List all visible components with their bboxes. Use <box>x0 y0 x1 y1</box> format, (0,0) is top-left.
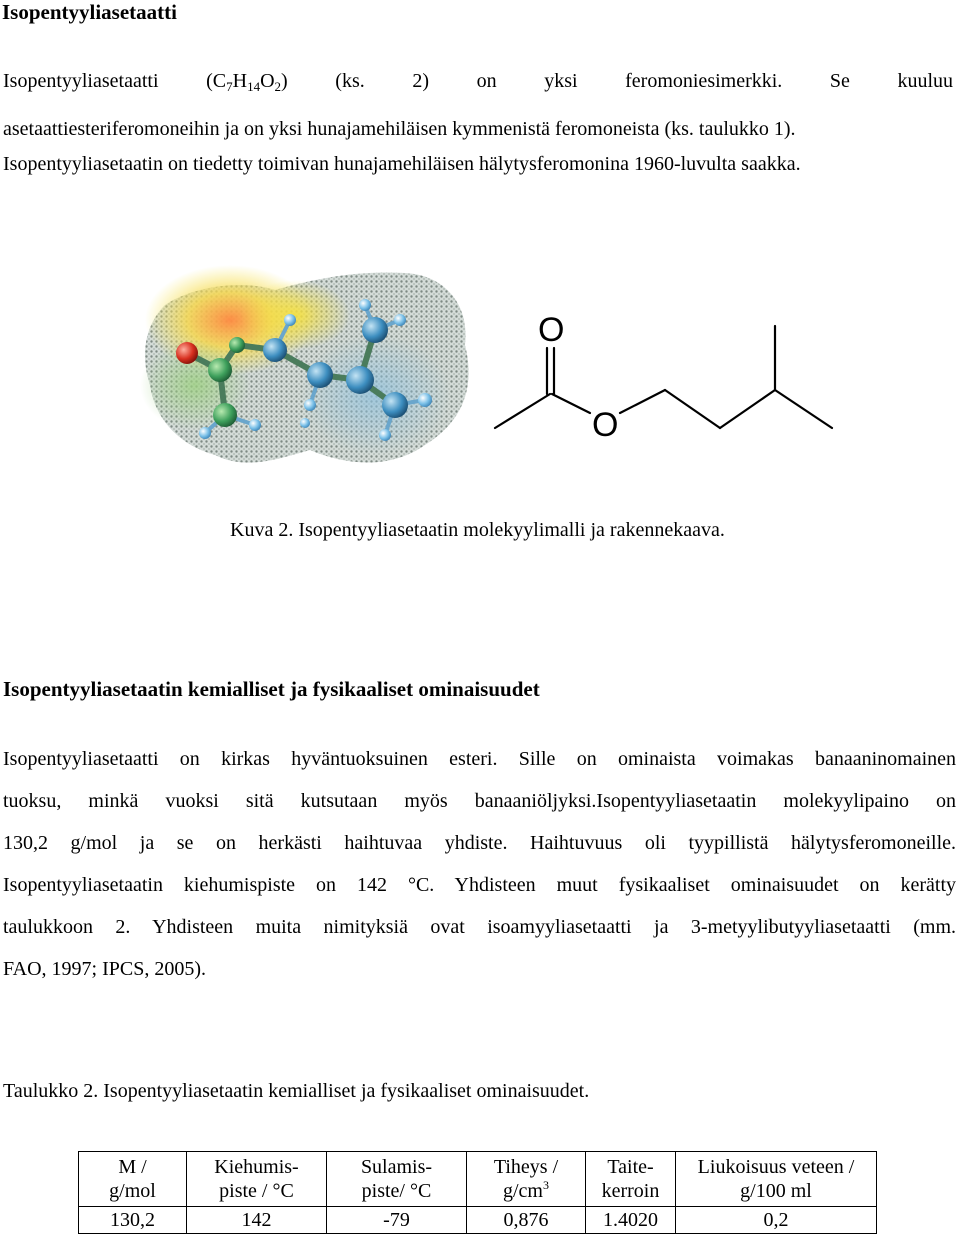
cell-solubility: 0,2 <box>676 1207 877 1234</box>
body-line-5: taulukkoon 2. Yhdisteen muita nimityksiä ovat isoamyyliasetaatti ja 3-metyylibutyyliasetaatti (mm. <box>3 916 956 938</box>
ester-bond-2 <box>620 390 665 413</box>
intro-line-1 <box>3 70 953 93</box>
col-header-boiling-point: Kiehumis- piste / °C <box>187 1152 327 1207</box>
molecule-3d-model <box>125 245 480 490</box>
chain-bond-3 <box>775 390 832 428</box>
body-line-1: Isopentyyliasetaatti on kirkas hyväntuoksuinen esteri. Sille on ominaista voimakas banaaninomainen <box>3 748 956 770</box>
cell-melting-point: -79 <box>327 1207 467 1234</box>
methyl-bond <box>495 394 550 428</box>
carbonyl-oxygen-label: O <box>538 311 565 349</box>
intro-word: Isopentyyliasetaatti <box>3 70 159 92</box>
cell-molar-mass: 130,2 <box>79 1207 187 1234</box>
intro-word: kuuluu <box>897 70 954 92</box>
table-row <box>79 1207 877 1234</box>
table-header-row <box>79 1152 877 1207</box>
page-title: Isopentyyliasetaatti <box>2 0 177 24</box>
intro-word: on <box>476 70 497 92</box>
intro-word: yksi <box>544 70 578 92</box>
col-header-density: Tiheys / $g/cm^3$ <box>467 1152 586 1207</box>
col-header-refractive-index: Taite- kerroin <box>586 1152 676 1207</box>
cell-boiling-point: 142 <box>187 1207 327 1234</box>
col-header-solubility: Liukoisuus veteen / g/100 ml <box>676 1152 877 1207</box>
ester-oxygen-label: O <box>592 406 619 444</box>
figure-caption: Kuva 2. Isopentyyliasetaatin molekyylimalli ja rakennekaava. <box>230 519 725 541</box>
cell-density: 0,876 <box>467 1207 586 1234</box>
chain-bond-1 <box>665 390 720 428</box>
intro-word: Se <box>829 70 850 92</box>
section-heading: Isopentyyliasetaatin kemialliset ja fysikaaliset ominaisuudet <box>3 677 540 701</box>
cell-refractive-index: 1.4020 <box>586 1207 676 1234</box>
intro-line-2: asetaattiesteriferomoneihin ja on yksi hunajamehiläisen kymmenistä feromoneista (ks. taulukko 1). <box>3 118 796 140</box>
chemical-formula: $(C_7H_{14}O_2)$ <box>206 70 288 94</box>
intro-word: 2) <box>412 70 429 92</box>
intro-word: feromoniesimerkki. <box>625 70 783 92</box>
table-caption: Taulukko 2. Isopentyyliasetaatin kemialliset ja fysikaaliset ominaisuudet. <box>3 1080 590 1102</box>
col-header-molar-mass: M / g/mol <box>79 1152 187 1207</box>
intro-word: (ks. <box>335 70 365 92</box>
ester-bond-1 <box>552 394 590 413</box>
properties-table <box>78 1151 877 1234</box>
col-header-melting-point: Sulamis- piste/ °C <box>327 1152 467 1207</box>
intro-line-3: Isopentyyliasetaatin on tiedetty toimivan hunajamehiläisen hälytysferomonina 1960-luvulta saakka. <box>3 153 801 175</box>
body-line-3: 130,2 g/mol ja se on herkästi haihtuvaa yhdiste. Haihtuvuus oli tyypillistä hälytysferomoneille. <box>3 832 956 854</box>
body-line-6: FAO, 1997; IPCS, 2005). <box>3 958 206 980</box>
chain-bond-2 <box>720 390 775 428</box>
body-line-2: tuoksu, minkä vuoksi sitä kutsutaan myös banaaniöljyksi.Isopentyyliasetaatin molekyylipaino on <box>3 790 956 812</box>
body-line-4: Isopentyyliasetaatin kiehumispiste on 142 °C. Yhdisteen muut fysikaaliset ominaisuudet on kerätty <box>3 874 956 896</box>
